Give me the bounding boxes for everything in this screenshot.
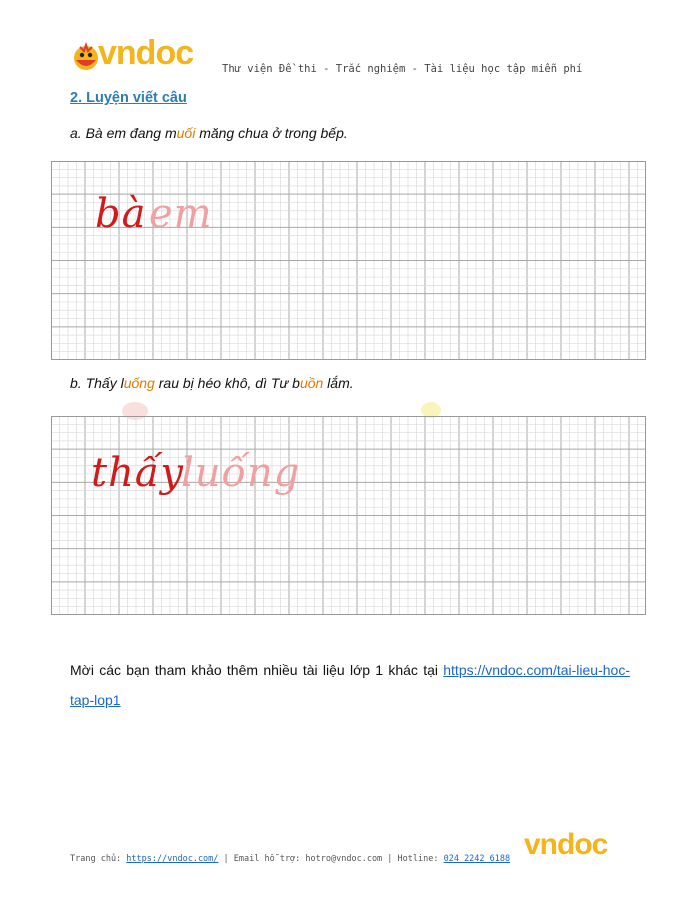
- footer-home-link[interactable]: https://vndoc.com/: [126, 854, 219, 864]
- brand-wordmark: vndoc: [98, 34, 194, 72]
- sample-word-faint: em: [149, 191, 213, 237]
- sentence-text: rau bị héo khô, dì Tư b: [154, 375, 300, 391]
- sentence-text: lắm.: [323, 375, 354, 391]
- closing-paragraph: [70, 655, 630, 715]
- handwriting-grid-a: [51, 161, 646, 360]
- sentence-text: b. Thấy l: [70, 375, 124, 391]
- exercise-b-sentence: [70, 375, 354, 391]
- vndoc-logo[interactable]: [70, 34, 202, 76]
- sentence-highlight: uồn: [299, 375, 324, 391]
- exercise-a-sentence: [70, 125, 348, 141]
- sentence-text: măng chua ở trong bếp.: [195, 125, 348, 141]
- handwriting-grid-b: [51, 416, 646, 615]
- sample-word-solid: bà: [95, 191, 147, 237]
- sentence-text: a. Bà em đang m: [70, 125, 177, 141]
- closing-text: Mời các bạn tham khảo thêm nhiều tài liệu lớp 1 khác tại: [70, 662, 444, 678]
- footer: [70, 854, 510, 864]
- footer-hotline[interactable]: 024 2242 6188: [443, 854, 511, 864]
- footer-contact: | Email hỗ trợ: hotro@vndoc.com | Hotline:: [218, 854, 444, 864]
- footer-logo[interactable]: vndoc: [524, 828, 608, 861]
- sample-word-faint: luống: [181, 450, 301, 496]
- section-heading: 2. Luyện viết câu: [70, 90, 187, 106]
- header-tagline: Thư viện Đề thi - Trắc nghiệm - Tài liệu học tập miễn phí: [222, 63, 583, 75]
- footer-home-label: Trang chủ:: [70, 854, 127, 864]
- sample-word-solid: thấy: [91, 450, 184, 496]
- resource-link[interactable]: https://vndoc.com/tai-lieu-hoc-tap-lop1: [70, 662, 630, 708]
- grid-lines: [51, 416, 646, 615]
- sentence-highlight: uống: [123, 375, 155, 391]
- sentence-highlight: uối: [176, 125, 196, 141]
